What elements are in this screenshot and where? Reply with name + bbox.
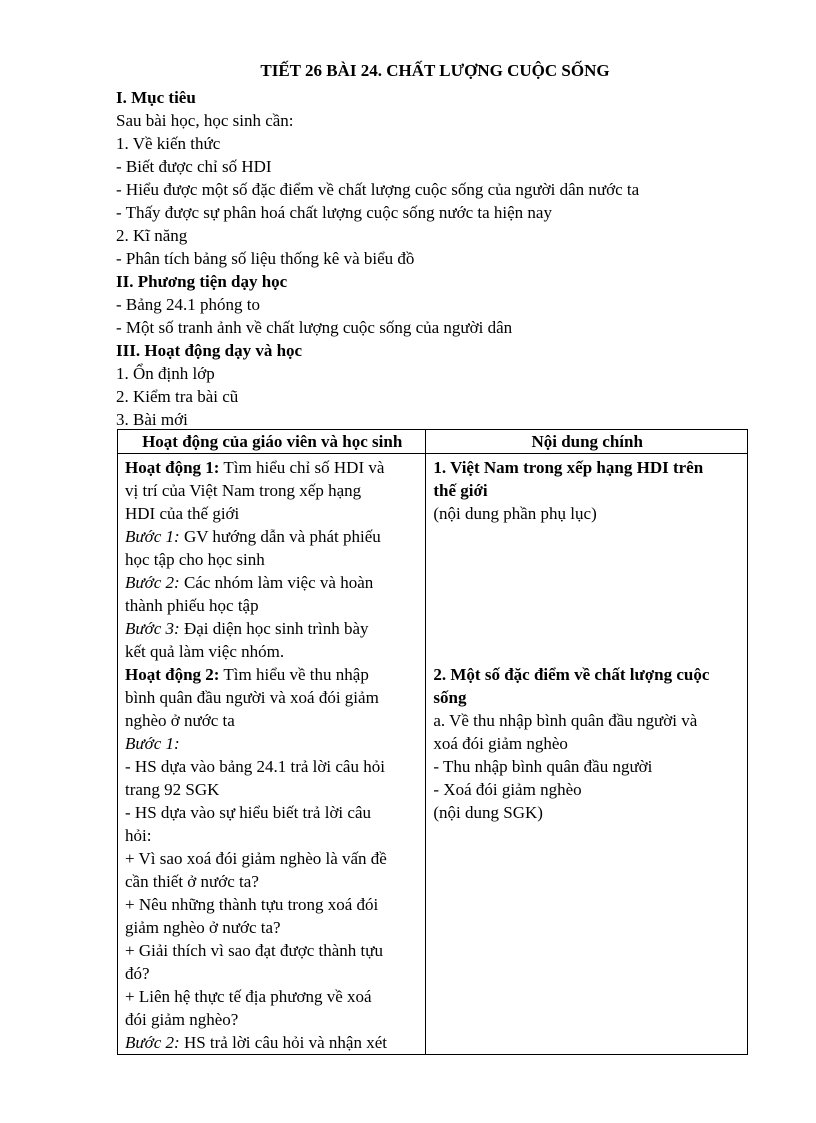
step-label: Bước 1: xyxy=(125,734,180,753)
spacer xyxy=(433,640,741,663)
step-label: Bước 2: xyxy=(125,573,180,592)
spacer xyxy=(433,548,741,571)
spacer xyxy=(433,571,741,594)
text-line: nghèo ở nước ta xyxy=(125,711,235,730)
content-heading-2-cont: sống xyxy=(433,688,467,707)
step-2b-line xyxy=(125,1031,419,1054)
content-text: - Thu nhập bình quân đầu người xyxy=(433,757,653,776)
spacer xyxy=(433,525,741,548)
list-item: - Phân tích bảng số liệu thống kê và biểu đồ xyxy=(116,249,415,268)
list-item: 2. Kiểm tra bài cũ xyxy=(116,387,239,406)
question-line: đói giảm nghèo? xyxy=(125,1010,239,1029)
step-text: GV hướng dẫn và phát phiếu xyxy=(179,527,381,546)
table-header-row xyxy=(118,430,748,454)
step-label: Bước 1: xyxy=(125,527,180,546)
question-line: + Nêu những thành tựu trong xoá đói xyxy=(125,895,379,914)
step-label: Bước 3: xyxy=(125,619,180,638)
step-text: Các nhóm làm việc và hoàn xyxy=(179,573,374,592)
section-heading-phuong-tien: II. Phương tiện dạy học xyxy=(116,272,288,291)
spacer xyxy=(433,594,741,617)
text-line: thành phiếu học tập xyxy=(125,596,259,615)
step-label: Bước 2: xyxy=(125,1033,180,1052)
subheading-kien-thuc: 1. Về kiến thức xyxy=(116,134,221,153)
section-heading-hoat-dong: III. Hoạt động dạy và học xyxy=(116,341,303,360)
content-text: xoá đói giảm nghèo xyxy=(433,734,568,753)
content-text: (nội dung phần phụ lục) xyxy=(433,504,597,523)
intro-text: Sau bài học, học sinh cần: xyxy=(116,111,294,130)
list-item: 3. Bài mới xyxy=(116,410,188,429)
page-title: TIẾT 26 BÀI 24. CHẤT LƯỢNG CUỘC SỐNG xyxy=(260,61,610,80)
header-activities: Hoạt động của giáo viên và học sinh xyxy=(118,430,426,454)
question-line: + Vì sao xoá đói giảm nghèo là vấn đề xyxy=(125,849,387,868)
step-text: Đại diện học sinh trình bày xyxy=(179,619,369,638)
text-line: vị trí của Việt Nam trong xếp hạng xyxy=(125,481,362,500)
text-line: học tập cho học sinh xyxy=(125,550,265,569)
spacer xyxy=(433,617,741,640)
subheading-ki-nang: 2. Kĩ năng xyxy=(116,226,188,245)
question-line: + Giải thích vì sao đạt được thành tựu xyxy=(125,941,383,960)
content-text: a. Về thu nhập bình quân đầu người và xyxy=(433,711,698,730)
content-heading-2: 2. Một số đặc điểm về chất lượng cuộc xyxy=(433,665,710,684)
activity-2-text: Tìm hiểu về thu nhập xyxy=(219,665,369,684)
lesson-intro xyxy=(116,86,756,431)
activity-1-label: Hoạt động 1: xyxy=(125,458,220,477)
text-line: - HS dựa vào sự hiểu biết trả lời câu xyxy=(125,803,371,822)
text-line: HDI của thế giới xyxy=(125,504,240,523)
step-2-line xyxy=(125,571,419,594)
step-1-line xyxy=(125,525,419,548)
question-line: + Liên hệ thực tế địa phương về xoá xyxy=(125,987,372,1006)
activity-2-label: Hoạt động 2: xyxy=(125,665,220,684)
text-line: bình quân đầu người và xoá đói giảm xyxy=(125,688,379,707)
text-line: trang 92 SGK xyxy=(125,780,220,799)
text-line: - HS dựa vào bảng 24.1 trả lời câu hỏi xyxy=(125,757,385,776)
activity-1-text: Tìm hiểu chỉ số HDI và xyxy=(219,458,385,477)
step-3-line xyxy=(125,617,419,640)
activity-table xyxy=(117,429,748,1055)
text-line: hỏi: xyxy=(125,826,152,845)
section-heading-muc-tieu: I. Mục tiêu xyxy=(116,88,196,107)
question-line: đó? xyxy=(125,964,150,983)
step-text: HS trả lời câu hỏi và nhận xét xyxy=(179,1033,387,1052)
header-content: Nội dung chính xyxy=(426,430,748,454)
list-item: - Bảng 24.1 phóng to xyxy=(116,295,261,314)
question-line: giảm nghèo ở nước ta? xyxy=(125,918,281,937)
list-item: - Thấy được sự phân hoá chất lượng cuộc sống nước ta hiện nay xyxy=(116,203,552,222)
content-text: (nội dung SGK) xyxy=(433,803,543,822)
list-item: - Hiểu được một số đặc điểm về chất lượng cuộc sống của người dân nước ta xyxy=(116,180,640,199)
text-line: kết quả làm việc nhóm. xyxy=(125,642,285,661)
content-heading-1-cont: thế giới xyxy=(433,481,488,500)
question-line: cần thiết ở nước ta? xyxy=(125,872,259,891)
list-item: - Biết được chỉ số HDI xyxy=(116,157,272,176)
content-text: - Xoá đói giảm nghèo xyxy=(433,780,582,799)
table-row xyxy=(118,454,748,1055)
content-heading-1: 1. Việt Nam trong xếp hạng HDI trên xyxy=(433,458,704,477)
list-item: - Một số tranh ảnh về chất lượng cuộc sống của người dân xyxy=(116,318,513,337)
activity-1-line xyxy=(125,456,419,479)
content-cell xyxy=(426,454,748,1055)
activity-2-line xyxy=(125,663,419,686)
activities-cell xyxy=(118,454,426,1055)
list-item: 1. Ổn định lớp xyxy=(116,364,215,383)
